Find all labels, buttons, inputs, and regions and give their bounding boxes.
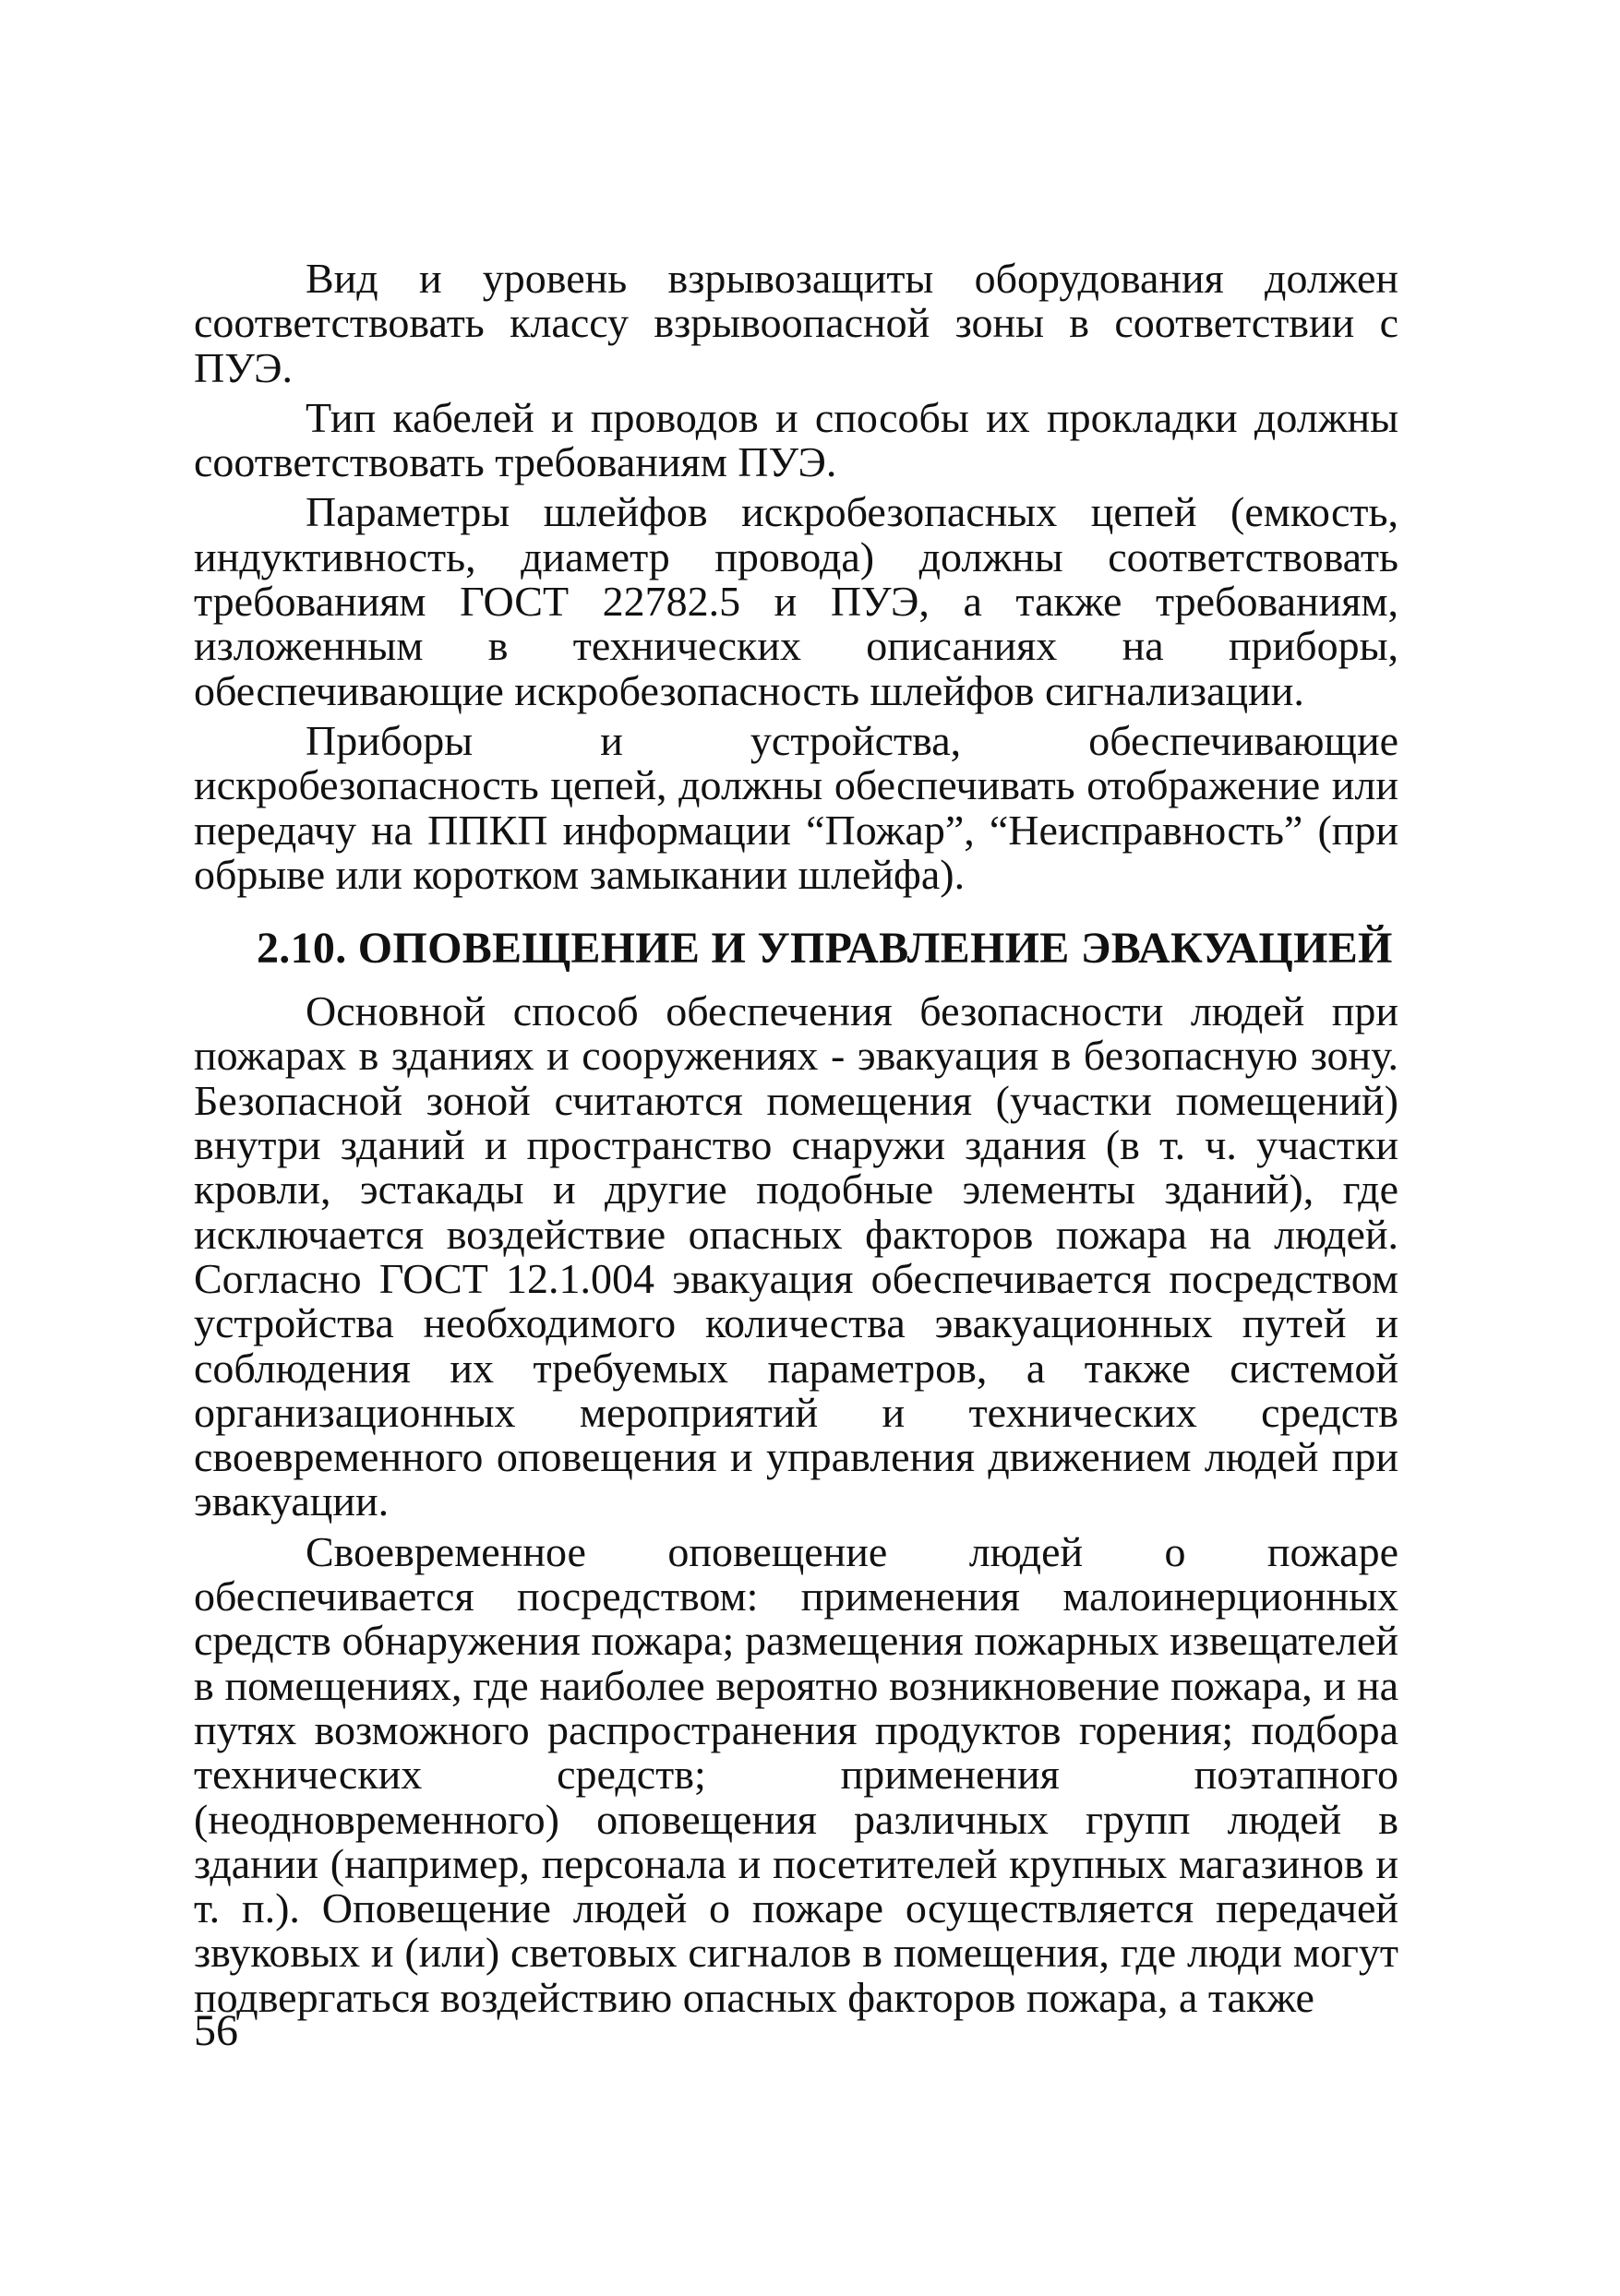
paragraph-evacuation-method: Основной способ обеспечения безопасности людей при пожарах в зданиях и сооружениях - эвакуация в безопасную зону. Безопасной зоной считаются помещения (участки помещений) внутри зданий и пространство снаружи здания (в т. ч. участки кровли, эстакады и другие подобные элементы зданий), где исключается воздействие опасных факторов пожара на людей. Согласно ГОСТ 12.1.004 эвакуация обеспечивается посредством устройства необходимого количества эвакуационных путей и соблюдения их требуемых параметров, а также системой организационных мероприятий и технических средств своевременного оповещения и управления движением людей при эвакуации. — [194, 987, 1398, 1525]
page-text-block — [194, 257, 1398, 2026]
paragraph-cable-types: Тип кабелей и проводов и способы их прокладки должны соответствовать требованиям ПУЭ. — [194, 393, 1398, 486]
paragraph-intrinsic-safety-devices: Приборы и устройства, обеспечивающие искробезопасность цепей, должны обеспечивать отображение или передачу на ППКП информации “Пожар”, “Неисправность” (при обрыве или коротком замыкании шлейфа). — [194, 716, 1398, 898]
paragraph-explosion-protection: Вид и уровень взрывозащиты оборудования должен соответствовать классу взрывоопасной зоны в соответствии с ПУЭ. — [194, 255, 1398, 391]
paragraph-loop-parameters: Параметры шлейфов искробезопасных цепей (емкость, индуктивность, диаметр провода) должны соответствовать требованиям ГОСТ 22782.5 и ПУЭ, а также требованиям, изложенным в технических описаниях на приборы, обеспечивающие искробезопасность шлейфов сигнализации. — [194, 488, 1398, 714]
section-heading: 2.10. ОПОВЕЩЕНИЕ И УПРАВЛЕНИЕ ЭВАКУАЦИЕЙ — [257, 924, 1393, 974]
paragraph-timely-notification: Своевременное оповещение людей о пожаре обеспечивается посредством: применения малоинерционных средств обнаружения пожара; размещения пожарных извещателей в помещениях, где наиболее вероятно возникновение пожара, и на путях возможного распространения продуктов горения; подбора технических средств; применения поэтапного (неодновременного) оповещения различных групп людей в здании (например, персонала и посетителей крупных магазинов и т. п.). Оповещение людей о пожаре осуществляется передачей звуковых и (или) световых сигналов в помещения, где люди могут подвергаться воздействию опасных факторов пожара, а также — [194, 1527, 1398, 2021]
page-number: 56 — [194, 2006, 238, 2055]
